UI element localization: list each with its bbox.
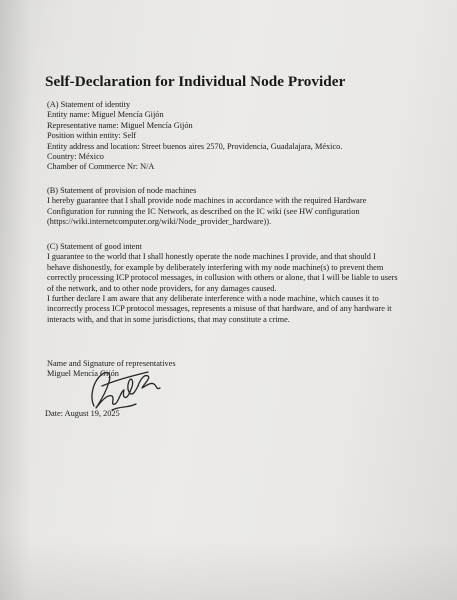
paragraph-line: I further declare I am aware that any deliberate interference with a node machine, which causes it to — [47, 293, 379, 303]
paragraph-line: behave dishonestly, for example by deliberately interfering with my node machine(s) to prevent them — [47, 262, 384, 272]
paragraph-line: incorrectly process ICP protocol messages, represents a misuse of that hardware, and of any hardware it — [47, 304, 392, 314]
section-provision — [47, 186, 366, 228]
section-good-intent — [47, 242, 398, 325]
section-heading: (C) Statement of good intent — [47, 242, 142, 251]
paragraph-line: interacts with, and that in some jurisdictions, that may constitute a crime. — [47, 314, 290, 324]
country-line: Country: México — [47, 151, 104, 161]
paragraph-line: I guarantee to the world that I shall honestly operate the node machines I provide, and that should I — [47, 252, 376, 262]
section-identity — [47, 100, 342, 173]
section-heading: (A) Statement of identity — [47, 100, 131, 109]
paragraph-line: Configuration for running the IC Network, as described on the IC wiki (see HW configuration — [47, 206, 360, 216]
signature-label: Name and Signature of representatives — [47, 359, 176, 368]
document-title: Self-Declaration for Individual Node Provider — [45, 73, 346, 90]
representative-name-line: Representative name: Miguel Mencía Gijón — [47, 120, 193, 130]
handwritten-signature — [82, 362, 162, 414]
paragraph-line: of the network, and to other node providers, for any damages caused. — [47, 283, 277, 293]
page-shadow-left — [0, 0, 30, 600]
position-line: Position within entity: Self — [47, 131, 137, 141]
paragraph-line: correctly processing ICP protocol messages, in collusion with others or alone, that I will be liable to users — [47, 273, 398, 283]
chamber-of-commerce-line: Chamber of Commerce Nr: N/A — [47, 162, 155, 172]
representative-printed-name: Miguel Mencía Gijón — [47, 369, 119, 379]
signature-date: Date: August 19, 2025 — [45, 409, 120, 418]
address-line: Entity address and location: Street buenos aires 2570, Providencia, Guadalajara, México. — [47, 141, 343, 151]
section-heading: (B) Statement of provision of node machines — [47, 186, 197, 195]
paragraph-line: I hereby guarantee that I shall provide node machines in accordance with the required Hardware — [47, 196, 367, 206]
paragraph-line: (https://wiki.internetcomputer.org/wiki/Node_provider_hardware)). — [47, 217, 272, 227]
page-shadow-bottom — [0, 540, 457, 600]
entity-name-line: Entity name: Miguel Mencía Gijón — [47, 110, 164, 120]
